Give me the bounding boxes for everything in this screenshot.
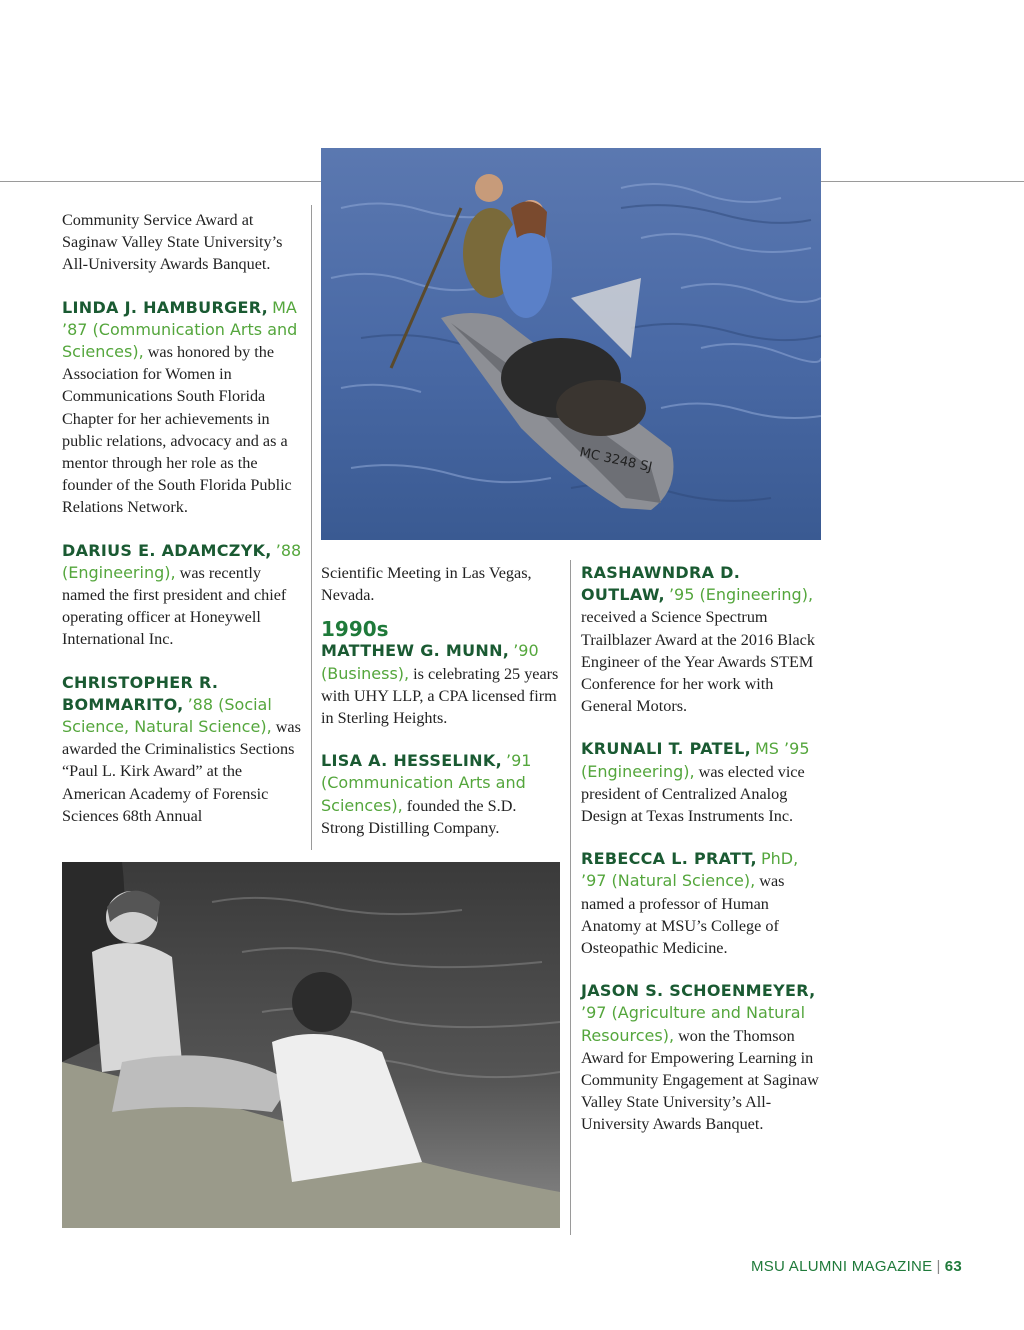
entry-hamburger bbox=[62, 297, 302, 519]
alumni-name: KRUNALI T. PATEL, bbox=[581, 739, 751, 759]
entry-adamczyk bbox=[62, 540, 302, 651]
column-1 bbox=[62, 209, 302, 848]
alumni-degree: ’97 (Agriculture and Natural Resources), bbox=[581, 1003, 806, 1045]
column-divider-2 bbox=[570, 560, 571, 1235]
alumni-name: DARIUS E. ADAMCZYK, bbox=[62, 540, 272, 560]
alumni-degree: ’88 (Social Science, Natural Science), bbox=[62, 694, 272, 737]
footer-separator: | bbox=[936, 1258, 941, 1275]
alumni-name: CHRISTOPHER R. BOMMARITO, bbox=[62, 672, 219, 714]
entry-outlaw bbox=[581, 562, 821, 717]
couple-photo bbox=[62, 862, 560, 1228]
alumni-note: is celebrating 25 years with UHY LLP, a CPA licensed firm in Sterling Heights. bbox=[321, 664, 559, 728]
alumni-degree: ’90 (Business), bbox=[321, 641, 539, 683]
intro-text: Community Service Award at Saginaw Valley State University’s All-University Awards Banquet. bbox=[62, 211, 283, 274]
magazine-name: MSU ALUMNI MAGAZINE bbox=[750, 1258, 933, 1275]
alumni-name: LISA A. HESSELINK, bbox=[321, 751, 502, 771]
column-2 bbox=[321, 562, 561, 860]
decade-heading: 1990s bbox=[321, 617, 389, 642]
entry-bommarito bbox=[62, 672, 302, 827]
alumni-note: was honored by the Association for Women in Communications South Florida Chapter for her achievements in public relations, advocacy and as a mentor through her role as the founder of the South Florida Public Relations Network. bbox=[62, 343, 292, 517]
column-3 bbox=[581, 562, 821, 1157]
alumni-degree: ’95 (Engineering), bbox=[668, 585, 814, 605]
svg-text:MC 3248 SJ: MC 3248 SJ bbox=[578, 445, 654, 476]
continued-text: Scientific Meeting in Las Vegas, Nevada. bbox=[321, 564, 532, 605]
alumni-degree: MA ’87 (Communication Arts and Sciences), bbox=[62, 297, 298, 362]
alumni-name: MATTHEW G. MUNN, bbox=[321, 641, 510, 661]
alumni-name: RASHAWNDRA D. OUTLAW, bbox=[581, 563, 741, 605]
entry-pratt bbox=[581, 848, 821, 959]
alumni-name: LINDA J. HAMBURGER, bbox=[62, 297, 269, 317]
alumni-note: founded the S.D. Strong Distilling Company. bbox=[321, 796, 517, 837]
alumni-note: was recently named the first president and chief operating officer at Honeywell International Inc. bbox=[62, 563, 287, 649]
alumni-note: was elected vice president of Centralized Analog Design at Texas Instruments Inc. bbox=[581, 762, 805, 826]
entry-schoenmeyer bbox=[581, 980, 821, 1135]
page-number: 63 bbox=[944, 1258, 962, 1275]
page-footer bbox=[751, 1258, 962, 1275]
alumni-degree: ’91 (Communication Arts and Sciences), bbox=[321, 751, 532, 815]
entry-munn bbox=[321, 640, 561, 729]
alumni-note: won the Thomson Award for Empowering Learning in Community Engagement at Saginaw Valley State University’s All-University Awards Banquet. bbox=[581, 1026, 819, 1134]
alumni-note: was awarded the Criminalistics Sections “Paul L. Kirk Award” at the American Academy of Forensic Sciences 68th Annual bbox=[62, 718, 301, 825]
alumni-note: received a Science Spectrum Trailblazer Award at the 2016 Black Engineer of the Year Awards STEM Conference for her work with General Motors. bbox=[581, 608, 815, 716]
alumni-name: REBECCA L. PRATT, bbox=[581, 849, 757, 869]
alumni-degree: ’88 (Engineering), bbox=[62, 540, 302, 582]
alumni-degree: PhD, ’97 (Natural Science), bbox=[581, 849, 799, 891]
entry-hesselink bbox=[321, 750, 561, 839]
column-divider-1 bbox=[311, 205, 312, 850]
entry-patel bbox=[581, 738, 821, 827]
canoe-photo bbox=[321, 148, 821, 540]
alumni-name: JASON S. SCHOENMEYER, bbox=[581, 981, 816, 1001]
alumni-degree: MS ’95 (Engineering), bbox=[581, 739, 810, 781]
alumni-note: was named a professor of Human Anatomy at MSU’s College of Osteopathic Medicine. bbox=[581, 872, 785, 958]
